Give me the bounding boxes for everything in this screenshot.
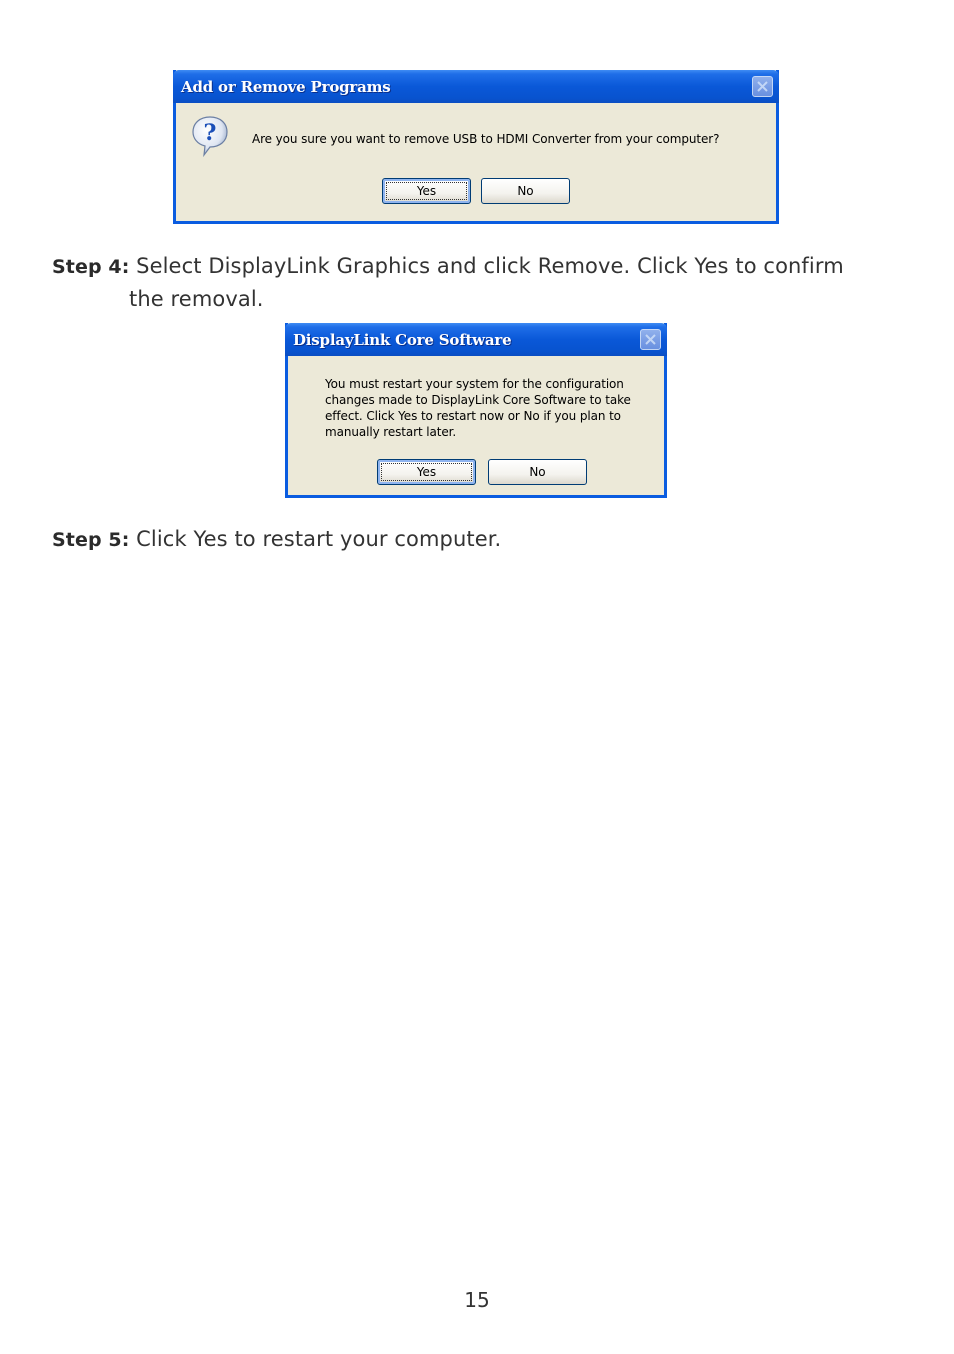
restart-message-line: effect. Click Yes to restart now or No if you plan to: [325, 409, 621, 423]
svg-text:?: ?: [203, 120, 217, 146]
yes-button[interactable]: [377, 459, 476, 485]
dialog-body: [176, 103, 776, 221]
step-5-text: Click Yes to restart your computer.: [129, 527, 502, 551]
step-4-line-2: [129, 283, 264, 316]
dialog-titlebar[interactable]: [173, 70, 779, 103]
close-button[interactable]: [640, 329, 661, 350]
step-4-line-1: [52, 250, 932, 284]
dialog-title: DisplayLink Core Software: [293, 331, 512, 349]
no-button[interactable]: [481, 178, 570, 204]
no-button-label: No: [529, 465, 546, 479]
yes-button-label: Yes: [416, 184, 437, 198]
no-button[interactable]: [488, 459, 587, 485]
close-icon: [757, 81, 768, 92]
step-4-label: Step 4:: [52, 256, 130, 278]
page-number: 15: [464, 1288, 490, 1312]
dialog-body: [288, 356, 664, 495]
yes-button[interactable]: [382, 178, 471, 204]
dialog-titlebar[interactable]: [285, 323, 667, 356]
confirm-message: Are you sure you want to remove USB to HDMI Converter from your computer?: [252, 132, 720, 146]
no-button-label: No: [517, 184, 534, 198]
step-4-text: Select DisplayLink Graphics and click Remove. Click Yes to confirm: [129, 254, 844, 278]
restart-message-line: manually restart later.: [325, 425, 457, 439]
dialog-title: Add or Remove Programs: [181, 78, 391, 96]
restart-message: [325, 376, 631, 440]
step-4-text-continued: the removal.: [129, 287, 264, 311]
close-icon: [645, 334, 656, 345]
restart-message-line: changes made to DisplayLink Core Software to take: [325, 393, 631, 407]
displaylink-restart-dialog: [285, 323, 667, 498]
restart-message-line: You must restart your system for the configuration: [325, 377, 624, 391]
close-button[interactable]: [752, 76, 773, 97]
step-5-line: [52, 523, 501, 557]
step-5-label: Step 5:: [52, 529, 130, 551]
remove-programs-dialog: [173, 70, 779, 224]
yes-button-label: Yes: [416, 465, 437, 479]
question-icon: [190, 115, 230, 157]
